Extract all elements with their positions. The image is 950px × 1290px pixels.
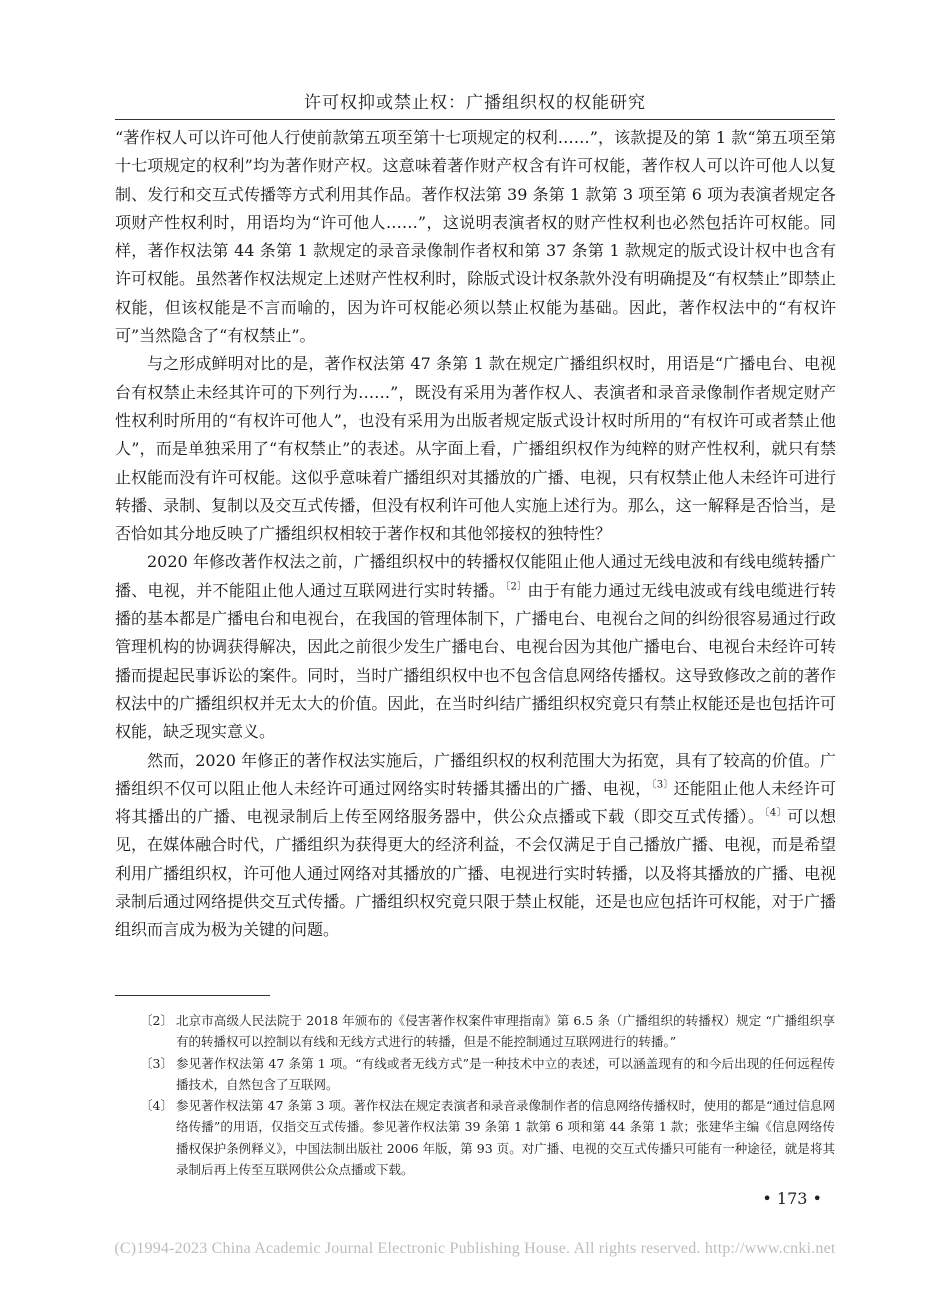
footnote-mark: 〔4〕	[140, 1098, 173, 1114]
footnote-item	[140, 1053, 835, 1096]
footnote-text: 北京市高级人民法院于 2018 年颁布的《侵害著作权案件审理指南》第 6.5 条（广播组织的转播权）规定 “广播组织享有的转播权可以控制以有线和无线方式进行的转播，但是不能控制通过互联网进行的转播。”	[176, 1013, 835, 1050]
paragraph-text: 由于有能力通过无线电波或有线电缆进行转播的基本都是广播电台和电视台，在我国的管理体制下，广播电台、电视台之间的纠纷很容易通过行政管理机构的协调获得解决，因此之前很少发生广播电台、电视台因为其他广播电台、电视台未经许可转播而提起民事诉讼的案件。同时，当时广播组织权中也不包含信息网络传播权。这导致修改之前的著作权法中的广播组织权并无太大的价值。因此，在当时纠结广播组织权究竟只有禁止权能还是也包括许可权能，缺乏现实意义。	[115, 580, 836, 742]
body-paragraph	[115, 548, 836, 746]
paragraph-text: 可以想见，在媒体融合时代，广播组织为获得更大的经济利益，不会仅满足于自己播放广播、电视，而是希望利用广播组织权，许可他人通过网络对其播放的广播、电视进行实时转播，以及将其播放的广播、电视录制后通过网络提供交互式传播。广播组织权究竟只限于禁止权能，还是也应包括许可权能，对于广播组织而言成为极为关键的问题。	[115, 807, 836, 940]
copyright-watermark: (C)1994-2023 China Academic Journal Electronic Publishing House. All rights reserved. http://www.cnki.net	[114, 1240, 836, 1257]
body-paragraph	[115, 124, 836, 350]
paragraph-text: 还能阻止他人未经许可将其播出的广播、电视录制后上传至网络服务器中，供公众点播或下载（即交互式传播）。	[115, 778, 836, 827]
footnote-reference[interactable]: 〔3〕	[651, 779, 674, 791]
footnotes	[140, 1010, 835, 1180]
header-rule	[115, 119, 835, 120]
running-head: 许可权抑或禁止权：广播组织权的权能研究	[304, 93, 646, 113]
paragraph-text: “著作权人可以许可他人行使前款第五项至第十七项规定的权利……”，该款提及的第 1 款“第五项至第十七项规定的权利”均为著作财产权。这意味着著作财产权含有许可权能，著作权人可以许可他人以复制、发行和交互式传播等方式利用其作品。著作权法第 39 条第 1 款第 3 项至第 6 项为表演者规定各项财产性权利时，用语均为“许可他人……”，这说明表演者权的财产性权利也必然包括许可权能。同样，著作权法第 44 条第 1 款规定的录音录像制作者权和第 37 条第 1 款规定的版式设计权中也含有许可权能。虽然著作权法规定上述财产性权利时，除版式设计权条款外没有明确提及“有权禁止”即禁止权能，但该权能是不言而喻的，因为许可权能必须以禁止权能为基础。因此，著作权法中的“有权许可”当然隐含了“有权禁止”。	[115, 128, 836, 346]
paragraph-text: 与之形成鲜明对比的是，著作权法第 47 条第 1 款在规定广播组织权时，用语是“广播电台、电视台有权禁止未经其许可的下列行为……”，既没有采用为著作权人、表演者和录音录像制作者规定财产性权利时所用的“有权许可他人”，也没有采用为出版者规定版式设计权时所用的“有权许可或者禁止他人”，而是单独采用了“有权禁止”的表述。从字面上看，广播组织权作为纯粹的财产性权利，就只有禁止权能而没有许可权能。这似乎意味着广播组织对其播放的广播、电视，只有权禁止他人未经许可进行转播、录制、复制以及交互式传播，但没有权利许可他人实施上述行为。那么，这一解释是否恰当，是否恰如其分地反映了广播组织权相较于著作权和其他邻接权的独特性？	[115, 354, 836, 544]
footnote-text: 参见著作权法第 47 条第 1 项。“有线或者无线方式”是一种技术中立的表述，可以涵盖现有的和今后出现的任何远程传播技术，自然包含了互联网。	[176, 1055, 835, 1092]
footnote-item	[140, 1010, 835, 1053]
footnote-text: 参见著作权法第 47 条第 3 项。著作权法在规定表演者和录音录像制作者的信息网络传播权时，使用的都是“通过信息网络传播”的用语，仅指交互式传播。参见著作权法第 39 条第 1 款第 6 项和第 44 条第 1 款；张建华主编《信息网络传播权保护条例释义》，中国法制出版社 2006 年版，第 93 页。对广播、电视的交互式传播只可能有一种途径，就是将其录制后再上传至互联网供公众点播或下载。	[176, 1098, 835, 1178]
footnote-separator	[115, 995, 270, 996]
footnote-reference[interactable]: 〔4〕	[764, 807, 788, 819]
footnote-item	[140, 1095, 835, 1180]
article-body	[115, 124, 836, 945]
footnote-mark: 〔3〕	[140, 1055, 173, 1071]
body-paragraph	[115, 747, 836, 945]
body-paragraph	[115, 350, 836, 548]
footnote-reference[interactable]: 〔2〕	[505, 581, 528, 593]
paragraph-text: 2020 年修改著作权法之前，广播组织权中的转播权仅能阻止他人通过无线电波和有线电缆转播广播、电视，并不能阻止他人通过互联网进行实时转播。	[115, 552, 836, 600]
footnote-mark: 〔2〕	[140, 1013, 173, 1028]
paragraph-text: 然而，2020 年修正的著作权法实施后，广播组织权的权利范围大为拓宽，具有了较高的价值。广播组织不仅可以阻止他人未经许可通过网络实时转播其播出的广播、电视，	[115, 750, 836, 798]
page-number: • 173 •	[762, 1189, 822, 1208]
